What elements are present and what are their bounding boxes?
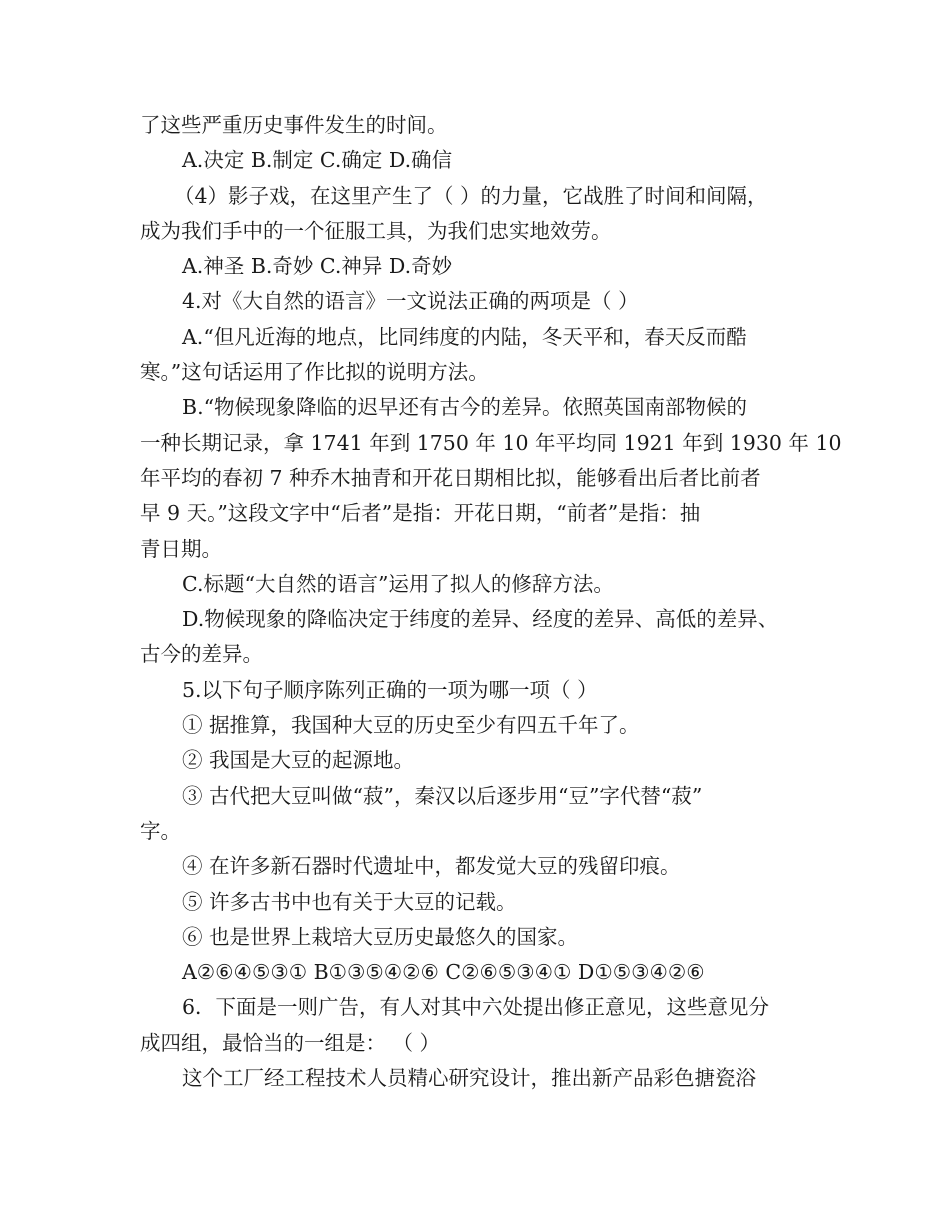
question-q3-4: （4）影子戏，在这里产生了（ ）的力量，它战胜了时间和间隔，	[174, 183, 768, 208]
option-4c: C.标题“大自然的语言”运用了拟人的修辞方法。	[182, 571, 614, 596]
text-line-16: 古今的差异。	[140, 642, 263, 667]
sentence-1: ① 据推算，我国种大豆的历史至少有四五千年了。	[182, 713, 640, 738]
sentence-5: ⑤ 许多古书中也有关于大豆的记载。	[182, 889, 517, 914]
options-q3-4: A.神圣 B.奇妙 C.神异 D.奇妙	[182, 254, 453, 279]
sentence-6: ⑥ 也是世界上栽培大豆历史最悠久的国家。	[182, 924, 579, 949]
text-line-11: 年平均的春初 7 种乔木抽青和开花日期相比拟，能够看出后者比前者	[140, 465, 761, 490]
text-line-4: 成为我们手中的一个征服工具，为我们忠实地效劳。	[140, 218, 612, 243]
question-6: 6．下面是一则广告，有人对其中六处提出修正意见，这些意见分	[182, 995, 770, 1020]
text-line-21: 字。	[140, 818, 181, 843]
option-4d: D.物候现象的降临决定于纬度的差异、经度的差异、高低的差异、	[182, 607, 779, 632]
text-line-27: 成四组，最恰当的一组是： （ ）	[140, 1030, 441, 1055]
text-line-10: 一种长期记录，拿 1741 年到 1750 年 10 年平均同 1921 年到 1930 年 10	[140, 430, 842, 455]
sentence-4: ④ 在许多新石器时代遗址中，都发觉大豆的残留印痕。	[182, 854, 681, 879]
sentence-3: ③ 古代把大豆叫做“菽”，秦汉以后逐步用“豆”字代替“菽”	[182, 783, 703, 808]
question-4: 4.对《大自然的语言》一文说法正确的两项是（ ）	[182, 289, 639, 314]
text-line-8: 寒。”这句话运用了作比拟的说明方法。	[140, 360, 489, 385]
option-4a: A.“但凡近海的地点，比同纬度的内陆，冬天平和，春天反而酷	[182, 324, 747, 349]
text-line-12: 早 9 天。”这段文字中“后者”是指：开花日期，“前者”是指：抽	[140, 501, 701, 526]
option-4b: B.“物候现象降临的迟早还有古今的差异。依照英国南部物候的	[182, 395, 748, 420]
ad-text: 这个工厂经工程技术人员精心研究设计，推出新产品彩色搪瓷浴	[182, 1066, 756, 1091]
text-line-13: 青日期。	[140, 536, 222, 561]
question-5: 5.以下句子顺序陈列正确的一项为哪一项（ ）	[182, 677, 598, 702]
document-body	[140, 108, 842, 1096]
options-q5: A②⑥④⑤③① B①③⑤④②⑥ C②⑥⑤③④① D①⑤③④②⑥	[182, 960, 705, 985]
text-line-1: 了这些严重历史事件发生的时间。	[140, 113, 448, 137]
options-q3-3: A.决定 B.制定 C.确定 D.确信	[182, 148, 453, 173]
sentence-2: ② 我国是大豆的起源地。	[182, 748, 415, 773]
